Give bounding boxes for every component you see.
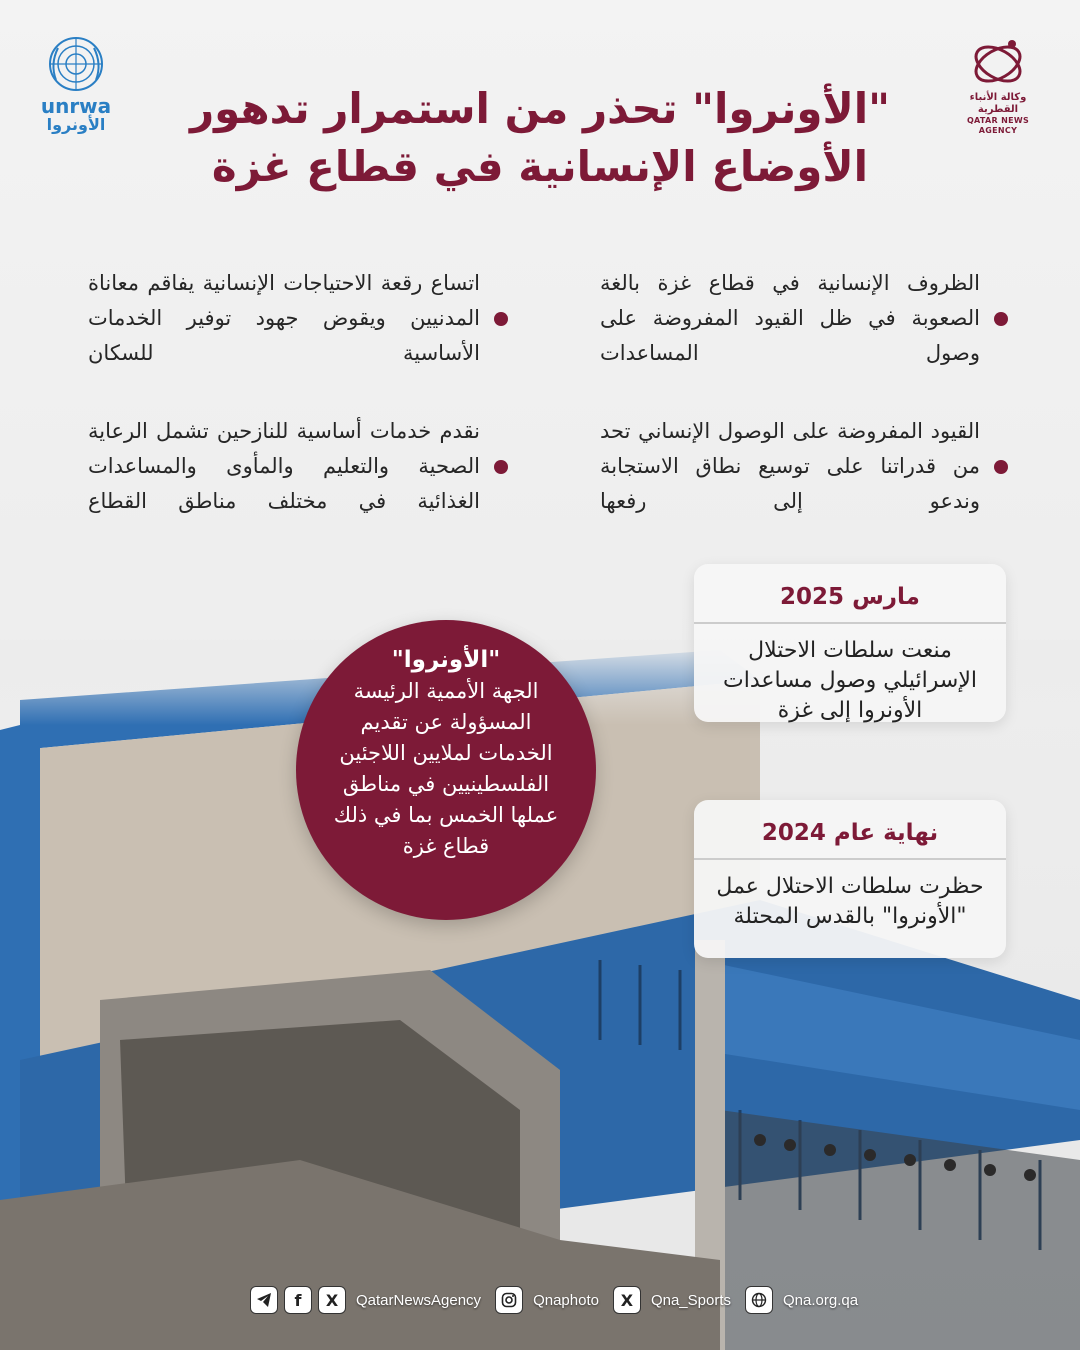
card-divider bbox=[694, 622, 1006, 624]
card-divider bbox=[694, 858, 1006, 860]
timeline-date: نهاية عام 2024 bbox=[761, 820, 939, 846]
bullet-text: القيود المفروضة على الوصول الإنساني تحد من قدراتنا على توسيع نطاق الاستجابة وندعو إلى رفعها bbox=[600, 419, 980, 513]
social-handle[interactable]: Qnaphoto bbox=[533, 1291, 599, 1309]
unrwa-info-circle bbox=[296, 620, 596, 920]
x-icon[interactable]: X bbox=[613, 1286, 641, 1314]
x-icon[interactable]: X bbox=[318, 1286, 346, 1314]
bullet-item bbox=[600, 266, 980, 371]
website-link[interactable]: Qna.org.qa bbox=[783, 1291, 859, 1309]
bullet-dot-icon bbox=[494, 312, 508, 326]
bullet-dot-icon bbox=[994, 312, 1008, 326]
social-handle[interactable]: Qna_Sports bbox=[650, 1291, 731, 1309]
qna-name-en: QATAR NEWS AGENCY bbox=[966, 116, 1030, 135]
timeline-date: مارس 2025 bbox=[780, 584, 920, 610]
title-line-1: "الأونروا" تحذر من استمرار تدهور bbox=[189, 84, 891, 133]
timeline-card bbox=[694, 564, 1006, 722]
telegram-icon[interactable] bbox=[250, 1286, 278, 1314]
qna-logo bbox=[948, 34, 1048, 136]
bullet-item bbox=[600, 414, 980, 519]
social-handle[interactable]: QatarNewsAgency bbox=[356, 1291, 482, 1309]
qna-name-ar: وكالة الأنباء القطرية bbox=[969, 92, 1027, 115]
unrwa-name-en: unrwa bbox=[40, 94, 112, 118]
title-line-2: الأوضاع الإنسانية في قطاع غزة bbox=[211, 142, 869, 191]
unrwa-name-ar: الأونروا bbox=[46, 115, 106, 134]
timeline-card bbox=[694, 800, 1006, 958]
bullet-dot-icon bbox=[494, 460, 508, 474]
timeline-text: حظرت سلطات الاحتلال عمل "الأونروا" بالقدس المحتلة bbox=[716, 874, 984, 929]
circle-body: الجهة الأممية الرئيسة المسؤولة عن تقديم الخدمات لملايين اللاجئين الفلسطينيين في مناطق عملها الخمس بما في ذلك قطاع غزة bbox=[333, 679, 559, 858]
unrwa-logo bbox=[28, 34, 124, 134]
bullet-text: الظروف الإنسانية في قطاع غزة بالغة الصعوبة في ظل القيود المفروضة على وصول المساعدات bbox=[600, 271, 980, 365]
bullet-item bbox=[88, 414, 480, 519]
circle-title: "الأونروا" bbox=[391, 647, 501, 673]
bullet-text: اتساع رقعة الاحتياجات الإنسانية يفاقم معاناة المدنيين ويقوض جهود توفير الخدمات الأساسية للسكان bbox=[88, 271, 480, 365]
timeline-text: منعت سلطات الاحتلال الإسرائيلي وصول مساعدات الأونروا إلى غزة bbox=[723, 638, 977, 723]
qna-emblem-icon bbox=[968, 34, 1028, 90]
bullet-item bbox=[88, 266, 480, 371]
bullet-dot-icon bbox=[994, 460, 1008, 474]
page-title bbox=[150, 80, 930, 196]
globe-icon[interactable] bbox=[745, 1286, 773, 1314]
facebook-icon[interactable]: f bbox=[284, 1286, 312, 1314]
instagram-icon[interactable] bbox=[495, 1286, 523, 1314]
bullet-text: نقدم خدمات أساسية للنازحين تشمل الرعاية الصحية والتعليم والمأوى والمساعدات الغذائية في مختلف مناطق القطاع bbox=[88, 419, 480, 513]
social-footer bbox=[250, 1282, 872, 1318]
un-emblem-icon bbox=[46, 34, 106, 94]
